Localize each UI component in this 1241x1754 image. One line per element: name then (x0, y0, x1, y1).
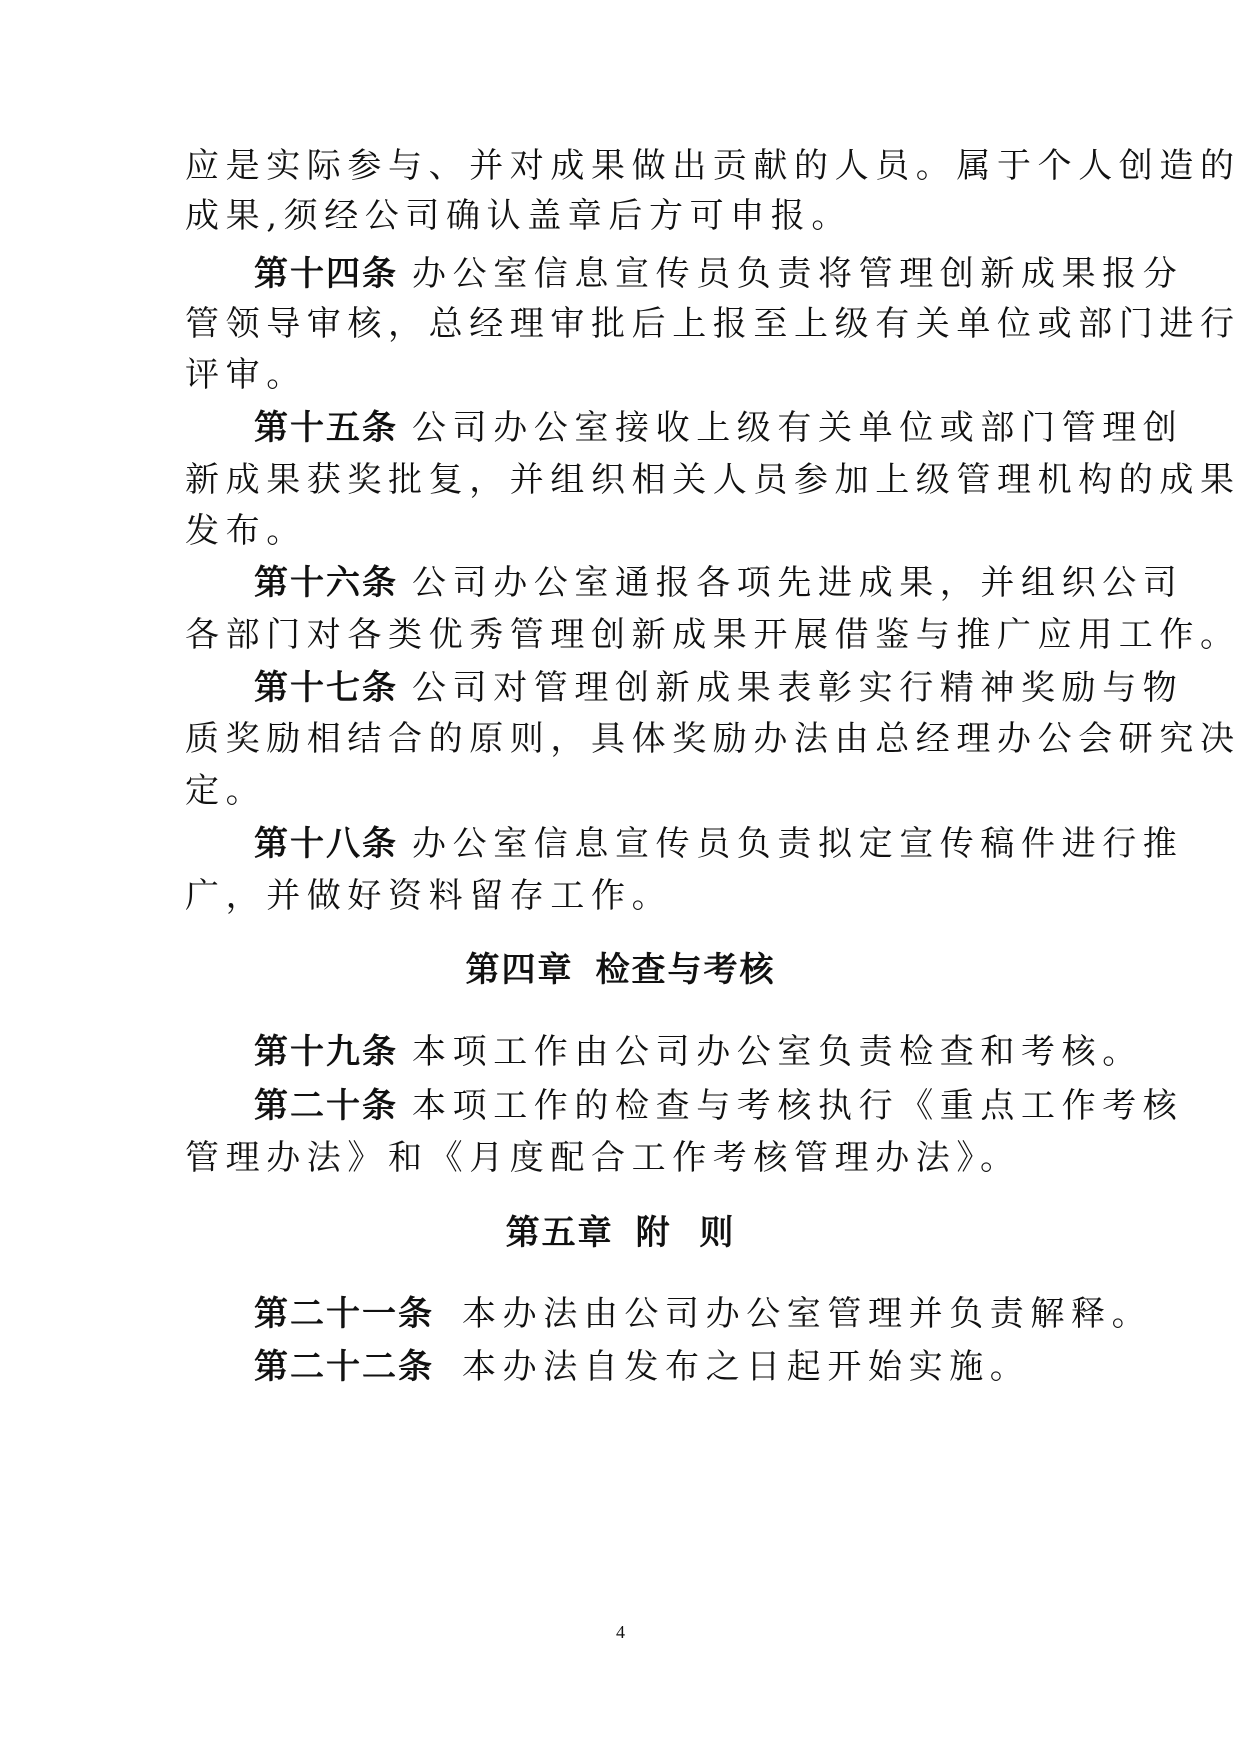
chapter-number: 第四章 (465, 950, 574, 990)
article-16-line (254, 563, 1184, 603)
line-text: 本办法自发布之日起开始实施。 (462, 1347, 1031, 1387)
line-text: 评审。 (185, 355, 307, 395)
article-17-line (254, 668, 1184, 708)
article-number: 第二十二条 (254, 1347, 434, 1387)
line-text: 管理办法》和《月度配合工作考核管理办法》。 (185, 1138, 1021, 1178)
line-text: 成果,须经公司确认盖章后方可申报。 (185, 196, 853, 236)
line-text: 发布。 (185, 511, 307, 551)
text-line (185, 196, 1055, 236)
article-number: 第十五条 (254, 408, 398, 448)
article-21-line (254, 1294, 1153, 1334)
article-18-line (254, 824, 1184, 864)
line-text: 广，并做好资料留存工作。 (185, 876, 673, 916)
text-line (185, 771, 1055, 811)
article-22-line (254, 1347, 1054, 1387)
text-line (185, 511, 1055, 551)
article-number: 第十七条 (254, 668, 398, 708)
line-text: 公司对管理创新成果表彰实行精神奖励与物 (412, 668, 1184, 708)
line-text: 公司办公室接收上级有关单位或部门管理创 (412, 408, 1184, 448)
chapter-number: 第五章 (505, 1213, 614, 1253)
chapter-4-heading (0, 950, 1241, 990)
text-line (185, 355, 1055, 395)
article-20-line (254, 1086, 1184, 1126)
article-number: 第十九条 (254, 1032, 398, 1072)
text-line (185, 719, 1241, 759)
article-15-line (254, 408, 1184, 448)
line-text: 管领导审核，总经理审批后上报至上级有关单位或部门进行 (185, 304, 1241, 344)
article-19-line (254, 1032, 1143, 1072)
line-text: 办公室信息宣传员负责拟定宣传稿件进行推 (412, 824, 1184, 864)
chapter-title: 检查与考核 (595, 950, 776, 990)
line-text: 新成果获奖批复，并组织相关人员参加上级管理机构的成果 (185, 460, 1241, 500)
text-line (185, 460, 1241, 500)
line-text: 定。 (185, 771, 267, 811)
article-number: 第十六条 (254, 563, 398, 603)
line-text: 本办法由公司办公室管理并负责解释。 (462, 1294, 1153, 1334)
line-text: 本项工作的检查与考核执行《重点工作考核 (412, 1086, 1184, 1126)
article-number: 第二十一条 (254, 1294, 434, 1334)
text-line (185, 1138, 1055, 1178)
line-text: 各部门对各类优秀管理创新成果开展借鉴与推广应用工作。 (185, 615, 1241, 655)
page-number: 4 (616, 1622, 625, 1642)
text-line (185, 146, 1241, 186)
chapter-title: 附 则 (635, 1213, 736, 1253)
line-text: 本项工作由公司办公室负责检查和考核。 (412, 1032, 1143, 1072)
chapter-5-heading (0, 1213, 1241, 1253)
text-line (185, 876, 1055, 916)
article-number: 第十四条 (254, 254, 398, 294)
line-text: 办公室信息宣传员负责将管理创新成果报分 (412, 254, 1184, 294)
line-text: 公司办公室通报各项先进成果，并组织公司 (412, 563, 1184, 603)
text-line (185, 304, 1241, 344)
article-14-line (254, 254, 1184, 294)
line-text: 应是实际参与、并对成果做出贡献的人员。属于个人创造的 (185, 146, 1241, 186)
article-number: 第二十条 (254, 1086, 398, 1126)
article-number: 第十八条 (254, 824, 398, 864)
text-line (185, 615, 1241, 655)
line-text: 质奖励相结合的原则，具体奖励办法由总经理办公会研究决 (185, 719, 1241, 759)
